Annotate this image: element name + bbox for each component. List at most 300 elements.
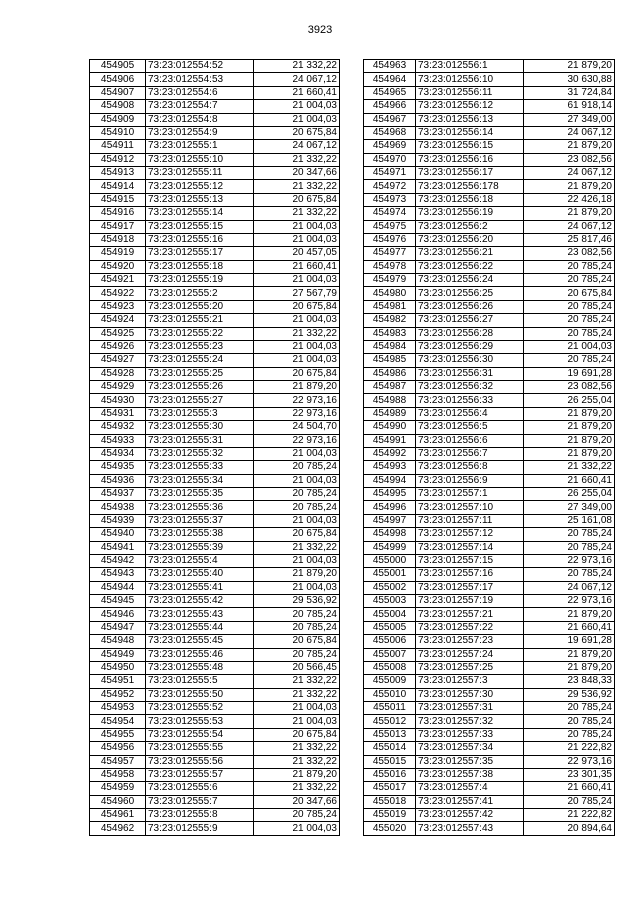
cadastral-number-cell: 73:23:012557:4 xyxy=(416,782,524,795)
cadastral-number-cell: 73:23:012555:50 xyxy=(146,688,254,701)
value-cell: 20 675,84 xyxy=(254,635,340,648)
table-row xyxy=(364,354,615,367)
table-row xyxy=(364,233,615,246)
cadastral-number-cell: 73:23:012557:24 xyxy=(416,648,524,661)
record-number-cell: 455007 xyxy=(364,648,416,661)
value-cell: 21 004,03 xyxy=(254,113,340,126)
table-row xyxy=(90,233,340,246)
table-row xyxy=(364,100,615,113)
table-row xyxy=(90,528,340,541)
cadastral-number-cell: 73:23:012556:15 xyxy=(416,140,524,153)
value-cell: 29 536,92 xyxy=(524,688,615,701)
cadastral-number-cell: 73:23:012557:23 xyxy=(416,635,524,648)
value-cell: 23 082,56 xyxy=(524,381,615,394)
table-row xyxy=(90,140,340,153)
table-row xyxy=(364,167,615,180)
record-number-cell: 454940 xyxy=(90,528,146,541)
value-cell: 20 785,24 xyxy=(254,461,340,474)
value-cell: 21 004,03 xyxy=(254,340,340,353)
value-cell: 20 785,24 xyxy=(524,354,615,367)
right-table-body xyxy=(364,60,615,836)
table-row xyxy=(90,809,340,822)
value-cell: 21 004,03 xyxy=(254,554,340,567)
table-row xyxy=(364,300,615,313)
value-cell: 20 785,24 xyxy=(254,501,340,514)
value-cell: 20 785,24 xyxy=(524,541,615,554)
cadastral-number-cell: 73:23:012555:17 xyxy=(146,247,254,260)
cadastral-number-cell: 73:23:012556:12 xyxy=(416,100,524,113)
value-cell: 20 785,24 xyxy=(524,528,615,541)
cadastral-number-cell: 73:23:012556:33 xyxy=(416,394,524,407)
table-row xyxy=(90,488,340,501)
table-row xyxy=(90,354,340,367)
table-row xyxy=(364,795,615,808)
value-cell: 21 004,03 xyxy=(254,474,340,487)
table-row xyxy=(90,541,340,554)
value-cell: 25 161,08 xyxy=(524,514,615,527)
cadastral-number-cell: 73:23:012557:30 xyxy=(416,688,524,701)
value-cell: 24 067,12 xyxy=(524,126,615,139)
table-row xyxy=(90,86,340,99)
record-number-cell: 455020 xyxy=(364,822,416,835)
cadastral-number-cell: 73:23:012557:34 xyxy=(416,742,524,755)
value-cell: 20 785,24 xyxy=(524,314,615,327)
value-cell: 22 973,16 xyxy=(524,554,615,567)
record-number-cell: 454937 xyxy=(90,488,146,501)
table-row xyxy=(90,274,340,287)
cadastral-number-cell: 73:23:012557:14 xyxy=(416,541,524,554)
record-number-cell: 454985 xyxy=(364,354,416,367)
table-row xyxy=(90,434,340,447)
table-row xyxy=(364,488,615,501)
value-cell: 21 332,22 xyxy=(254,327,340,340)
cadastral-number-cell: 73:23:012556:9 xyxy=(416,474,524,487)
table-row xyxy=(364,60,615,73)
value-cell: 24 067,12 xyxy=(524,220,615,233)
record-number-cell: 454978 xyxy=(364,260,416,273)
table-row xyxy=(364,367,615,380)
table-row xyxy=(364,247,615,260)
record-number-cell: 454953 xyxy=(90,702,146,715)
record-number-cell: 454956 xyxy=(90,742,146,755)
cadastral-number-cell: 73:23:012555:41 xyxy=(146,581,254,594)
record-number-cell: 454939 xyxy=(90,514,146,527)
record-number-cell: 454970 xyxy=(364,153,416,166)
record-number-cell: 454935 xyxy=(90,461,146,474)
table-row xyxy=(364,514,615,527)
table-row xyxy=(90,421,340,434)
cadastral-number-cell: 73:23:012555:44 xyxy=(146,621,254,634)
cadastral-number-cell: 73:23:012555:9 xyxy=(146,822,254,835)
record-number-cell: 454929 xyxy=(90,381,146,394)
record-number-cell: 454945 xyxy=(90,595,146,608)
record-number-cell: 454965 xyxy=(364,86,416,99)
table-row xyxy=(364,621,615,634)
cadastral-number-cell: 73:23:012555:13 xyxy=(146,193,254,206)
record-number-cell: 454922 xyxy=(90,287,146,300)
cadastral-number-cell: 73:23:012556:11 xyxy=(416,86,524,99)
value-cell: 20 675,84 xyxy=(254,528,340,541)
cadastral-number-cell: 73:23:012555:3 xyxy=(146,407,254,420)
table-row xyxy=(364,434,615,447)
cadastral-number-cell: 73:23:012557:12 xyxy=(416,528,524,541)
value-cell: 21 332,22 xyxy=(254,782,340,795)
value-cell: 20 785,24 xyxy=(254,488,340,501)
table-row xyxy=(90,661,340,674)
record-number-cell: 454961 xyxy=(90,809,146,822)
record-number-cell: 454915 xyxy=(90,193,146,206)
record-number-cell: 454941 xyxy=(90,541,146,554)
cadastral-number-cell: 73:23:012555:55 xyxy=(146,742,254,755)
value-cell: 24 067,12 xyxy=(524,581,615,594)
table-row xyxy=(90,715,340,728)
cadastral-number-cell: 73:23:012555:31 xyxy=(146,434,254,447)
value-cell: 20 785,24 xyxy=(524,715,615,728)
value-cell: 20 785,24 xyxy=(524,728,615,741)
table-row xyxy=(90,73,340,86)
table-row xyxy=(364,421,615,434)
table-row xyxy=(90,608,340,621)
record-number-cell: 455017 xyxy=(364,782,416,795)
value-cell: 25 817,46 xyxy=(524,233,615,246)
cadastral-number-cell: 73:23:012555:36 xyxy=(146,501,254,514)
table-row xyxy=(364,314,615,327)
cadastral-number-cell: 73:23:012555:39 xyxy=(146,541,254,554)
value-cell: 20 457,05 xyxy=(254,247,340,260)
table-row xyxy=(364,340,615,353)
cadastral-number-cell: 73:23:012554:6 xyxy=(146,86,254,99)
cadastral-number-cell: 73:23:012555:10 xyxy=(146,153,254,166)
record-number-cell: 454979 xyxy=(364,274,416,287)
record-number-cell: 454927 xyxy=(90,354,146,367)
cadastral-number-cell: 73:23:012555:19 xyxy=(146,274,254,287)
value-cell: 21 004,03 xyxy=(254,581,340,594)
table-row xyxy=(90,595,340,608)
record-number-cell: 455015 xyxy=(364,755,416,768)
table-row xyxy=(364,207,615,220)
record-number-cell: 454933 xyxy=(90,434,146,447)
record-number-cell: 454934 xyxy=(90,447,146,460)
table-row xyxy=(90,621,340,634)
record-number-cell: 454969 xyxy=(364,140,416,153)
table-row xyxy=(90,742,340,755)
cadastral-number-cell: 73:23:012557:17 xyxy=(416,581,524,594)
cadastral-number-cell: 73:23:012555:23 xyxy=(146,340,254,353)
record-number-cell: 454987 xyxy=(364,381,416,394)
record-number-cell: 454923 xyxy=(90,300,146,313)
table-row xyxy=(90,340,340,353)
cadastral-number-cell: 73:23:012556:1 xyxy=(416,60,524,73)
record-number-cell: 454974 xyxy=(364,207,416,220)
value-cell: 20 566,45 xyxy=(254,661,340,674)
record-number-cell: 454951 xyxy=(90,675,146,688)
value-cell: 20 785,24 xyxy=(254,648,340,661)
value-cell: 21 660,41 xyxy=(524,782,615,795)
value-cell: 21 222,82 xyxy=(524,809,615,822)
table-row xyxy=(90,554,340,567)
table-row xyxy=(90,167,340,180)
record-number-cell: 454986 xyxy=(364,367,416,380)
value-cell: 20 785,24 xyxy=(524,568,615,581)
table-row xyxy=(364,193,615,206)
table-row xyxy=(364,541,615,554)
record-number-cell: 454972 xyxy=(364,180,416,193)
record-number-cell: 454984 xyxy=(364,340,416,353)
record-number-cell: 454949 xyxy=(90,648,146,661)
record-number-cell: 454975 xyxy=(364,220,416,233)
table-row xyxy=(90,514,340,527)
cadastral-number-cell: 73:23:012556:25 xyxy=(416,287,524,300)
record-number-cell: 454973 xyxy=(364,193,416,206)
table-row xyxy=(90,782,340,795)
record-number-cell: 454962 xyxy=(90,822,146,835)
value-cell: 21 222,82 xyxy=(524,742,615,755)
table-row xyxy=(364,728,615,741)
table-row xyxy=(90,180,340,193)
record-number-cell: 455008 xyxy=(364,661,416,674)
value-cell: 21 004,03 xyxy=(254,447,340,460)
value-cell: 21 332,22 xyxy=(254,541,340,554)
record-number-cell: 455006 xyxy=(364,635,416,648)
cadastral-number-cell: 73:23:012557:42 xyxy=(416,809,524,822)
value-cell: 22 973,16 xyxy=(524,595,615,608)
cadastral-number-cell: 73:23:012555:52 xyxy=(146,702,254,715)
table-row xyxy=(364,675,615,688)
record-number-cell: 454950 xyxy=(90,661,146,674)
value-cell: 21 004,03 xyxy=(524,340,615,353)
table-row xyxy=(90,688,340,701)
table-row xyxy=(90,126,340,139)
table-row xyxy=(364,595,615,608)
table-row xyxy=(90,822,340,835)
cadastral-number-cell: 73:23:012557:33 xyxy=(416,728,524,741)
table-row xyxy=(364,447,615,460)
record-number-cell: 454954 xyxy=(90,715,146,728)
cadastral-number-cell: 73:23:012556:17 xyxy=(416,167,524,180)
value-cell: 21 660,41 xyxy=(524,621,615,634)
table-row xyxy=(364,113,615,126)
value-cell: 20 785,24 xyxy=(524,274,615,287)
record-number-cell: 454947 xyxy=(90,621,146,634)
record-number-cell: 455003 xyxy=(364,595,416,608)
record-number-cell: 454958 xyxy=(90,768,146,781)
value-cell: 21 332,22 xyxy=(254,688,340,701)
cadastral-number-cell: 73:23:012555:46 xyxy=(146,648,254,661)
cadastral-number-cell: 73:23:012555:12 xyxy=(146,180,254,193)
record-number-cell: 454908 xyxy=(90,100,146,113)
cadastral-number-cell: 73:23:012554:8 xyxy=(146,113,254,126)
table-row xyxy=(364,394,615,407)
value-cell: 20 347,66 xyxy=(254,167,340,180)
table-row xyxy=(90,675,340,688)
cadastral-number-cell: 73:23:012555:14 xyxy=(146,207,254,220)
record-number-cell: 455001 xyxy=(364,568,416,581)
cadastral-number-cell: 73:23:012556:4 xyxy=(416,407,524,420)
table-row xyxy=(364,782,615,795)
value-cell: 21 660,41 xyxy=(524,474,615,487)
cadastral-number-cell: 73:23:012555:20 xyxy=(146,300,254,313)
record-number-cell: 454913 xyxy=(90,167,146,180)
value-cell: 21 332,22 xyxy=(254,153,340,166)
table-row xyxy=(364,381,615,394)
cadastral-number-cell: 73:23:012557:41 xyxy=(416,795,524,808)
cadastral-number-cell: 73:23:012555:45 xyxy=(146,635,254,648)
cadastral-number-cell: 73:23:012555:7 xyxy=(146,795,254,808)
cadastral-number-cell: 73:23:012557:43 xyxy=(416,822,524,835)
table-row xyxy=(364,461,615,474)
value-cell: 21 004,03 xyxy=(254,514,340,527)
record-number-cell: 454971 xyxy=(364,167,416,180)
record-number-cell: 454910 xyxy=(90,126,146,139)
value-cell: 21 879,20 xyxy=(524,421,615,434)
cadastral-number-cell: 73:23:012555:37 xyxy=(146,514,254,527)
cadastral-number-cell: 73:23:012556:2 xyxy=(416,220,524,233)
record-number-cell: 454948 xyxy=(90,635,146,648)
record-number-cell: 455019 xyxy=(364,809,416,822)
table-row xyxy=(90,474,340,487)
cadastral-number-cell: 73:23:012555:30 xyxy=(146,421,254,434)
record-number-cell: 454931 xyxy=(90,407,146,420)
table-row xyxy=(364,581,615,594)
value-cell: 24 067,12 xyxy=(254,73,340,86)
value-cell: 23 301,35 xyxy=(524,768,615,781)
cadastral-number-cell: 73:23:012556:10 xyxy=(416,73,524,86)
cadastral-number-cell: 73:23:012555:26 xyxy=(146,381,254,394)
record-number-cell: 454912 xyxy=(90,153,146,166)
table-row xyxy=(90,367,340,380)
cadastral-number-cell: 73:23:012557:1 xyxy=(416,488,524,501)
cadastral-number-cell: 73:23:012557:22 xyxy=(416,621,524,634)
cadastral-number-cell: 73:23:012556:32 xyxy=(416,381,524,394)
record-number-cell: 455018 xyxy=(364,795,416,808)
table-row xyxy=(364,715,615,728)
value-cell: 21 879,20 xyxy=(524,60,615,73)
record-number-cell: 454944 xyxy=(90,581,146,594)
record-number-cell: 454988 xyxy=(364,394,416,407)
table-row xyxy=(90,768,340,781)
cadastral-number-cell: 73:23:012557:32 xyxy=(416,715,524,728)
table-row xyxy=(364,822,615,835)
cadastral-number-cell: 73:23:012555:22 xyxy=(146,327,254,340)
table-row xyxy=(90,113,340,126)
record-number-cell: 454981 xyxy=(364,300,416,313)
value-cell: 20 785,24 xyxy=(254,809,340,822)
value-cell: 23 082,56 xyxy=(524,247,615,260)
cadastral-number-cell: 73:23:012554:7 xyxy=(146,100,254,113)
cadastral-number-cell: 73:23:012555:54 xyxy=(146,728,254,741)
value-cell: 21 879,20 xyxy=(524,608,615,621)
record-number-cell: 455013 xyxy=(364,728,416,741)
record-number-cell: 454964 xyxy=(364,73,416,86)
page-number: 3923 xyxy=(307,24,333,36)
value-cell: 21 879,20 xyxy=(524,447,615,460)
value-cell: 21 004,03 xyxy=(254,233,340,246)
table-row xyxy=(364,661,615,674)
table-row xyxy=(90,220,340,233)
record-number-cell: 454998 xyxy=(364,528,416,541)
value-cell: 21 332,22 xyxy=(254,180,340,193)
cadastral-number-cell: 73:23:012554:9 xyxy=(146,126,254,139)
cadastral-number-cell: 73:23:012556:24 xyxy=(416,274,524,287)
value-cell: 31 724,84 xyxy=(524,86,615,99)
record-number-cell: 454966 xyxy=(364,100,416,113)
record-number-cell: 454907 xyxy=(90,86,146,99)
cadastral-number-cell: 73:23:012556:31 xyxy=(416,367,524,380)
cadastral-number-cell: 73:23:012555:2 xyxy=(146,287,254,300)
table-row xyxy=(90,247,340,260)
record-number-cell: 454930 xyxy=(90,394,146,407)
value-cell: 21 879,20 xyxy=(524,407,615,420)
table-row xyxy=(90,327,340,340)
value-cell: 26 255,04 xyxy=(524,488,615,501)
value-cell: 20 675,84 xyxy=(254,728,340,741)
cadastral-number-cell: 73:23:012556:6 xyxy=(416,434,524,447)
value-cell: 20 785,24 xyxy=(524,702,615,715)
value-cell: 22 973,16 xyxy=(524,755,615,768)
table-row xyxy=(364,73,615,86)
cadastral-number-cell: 73:23:012555:34 xyxy=(146,474,254,487)
record-number-cell: 455016 xyxy=(364,768,416,781)
table-row xyxy=(364,274,615,287)
cadastral-number-cell: 73:23:012556:16 xyxy=(416,153,524,166)
table-row xyxy=(364,86,615,99)
value-cell: 29 536,92 xyxy=(254,595,340,608)
cadastral-number-cell: 73:23:012555:43 xyxy=(146,608,254,621)
record-number-cell: 454909 xyxy=(90,113,146,126)
cadastral-number-cell: 73:23:012555:27 xyxy=(146,394,254,407)
record-number-cell: 455012 xyxy=(364,715,416,728)
record-number-cell: 454994 xyxy=(364,474,416,487)
record-number-cell: 454919 xyxy=(90,247,146,260)
cadastral-number-cell: 73:23:012556:5 xyxy=(416,421,524,434)
cadastral-number-cell: 73:23:012557:19 xyxy=(416,595,524,608)
cadastral-number-cell: 73:23:012555:42 xyxy=(146,595,254,608)
value-cell: 21 879,20 xyxy=(524,180,615,193)
table-row xyxy=(90,648,340,661)
table-row xyxy=(90,287,340,300)
cadastral-number-cell: 73:23:012556:7 xyxy=(416,447,524,460)
record-number-cell: 455009 xyxy=(364,675,416,688)
cadastral-number-cell: 73:23:012555:35 xyxy=(146,488,254,501)
value-cell: 20 675,84 xyxy=(254,126,340,139)
cadastral-number-cell: 73:23:012555:15 xyxy=(146,220,254,233)
value-cell: 20 785,24 xyxy=(524,300,615,313)
value-cell: 21 879,20 xyxy=(254,568,340,581)
cadastral-number-cell: 73:23:012555:53 xyxy=(146,715,254,728)
cadastral-number-cell: 73:23:012555:24 xyxy=(146,354,254,367)
table-row xyxy=(90,394,340,407)
table-row xyxy=(364,153,615,166)
record-number-cell: 454932 xyxy=(90,421,146,434)
table-row xyxy=(90,60,340,73)
record-number-cell: 454924 xyxy=(90,314,146,327)
cadastral-number-cell: 73:23:012555:11 xyxy=(146,167,254,180)
value-cell: 23 082,56 xyxy=(524,153,615,166)
cadastral-number-cell: 73:23:012556:8 xyxy=(416,461,524,474)
value-cell: 20 785,24 xyxy=(524,260,615,273)
value-cell: 21 004,03 xyxy=(254,702,340,715)
cadastral-number-cell: 73:23:012555:25 xyxy=(146,367,254,380)
cadastral-number-cell: 73:23:012556:13 xyxy=(416,113,524,126)
table-row xyxy=(90,153,340,166)
cadastral-number-cell: 73:23:012556:22 xyxy=(416,260,524,273)
value-cell: 20 785,24 xyxy=(254,621,340,634)
value-cell: 20 675,84 xyxy=(254,367,340,380)
value-cell: 21 879,20 xyxy=(524,207,615,220)
record-number-cell: 454911 xyxy=(90,140,146,153)
cadastral-number-cell: 73:23:012555:6 xyxy=(146,782,254,795)
record-number-cell: 454955 xyxy=(90,728,146,741)
